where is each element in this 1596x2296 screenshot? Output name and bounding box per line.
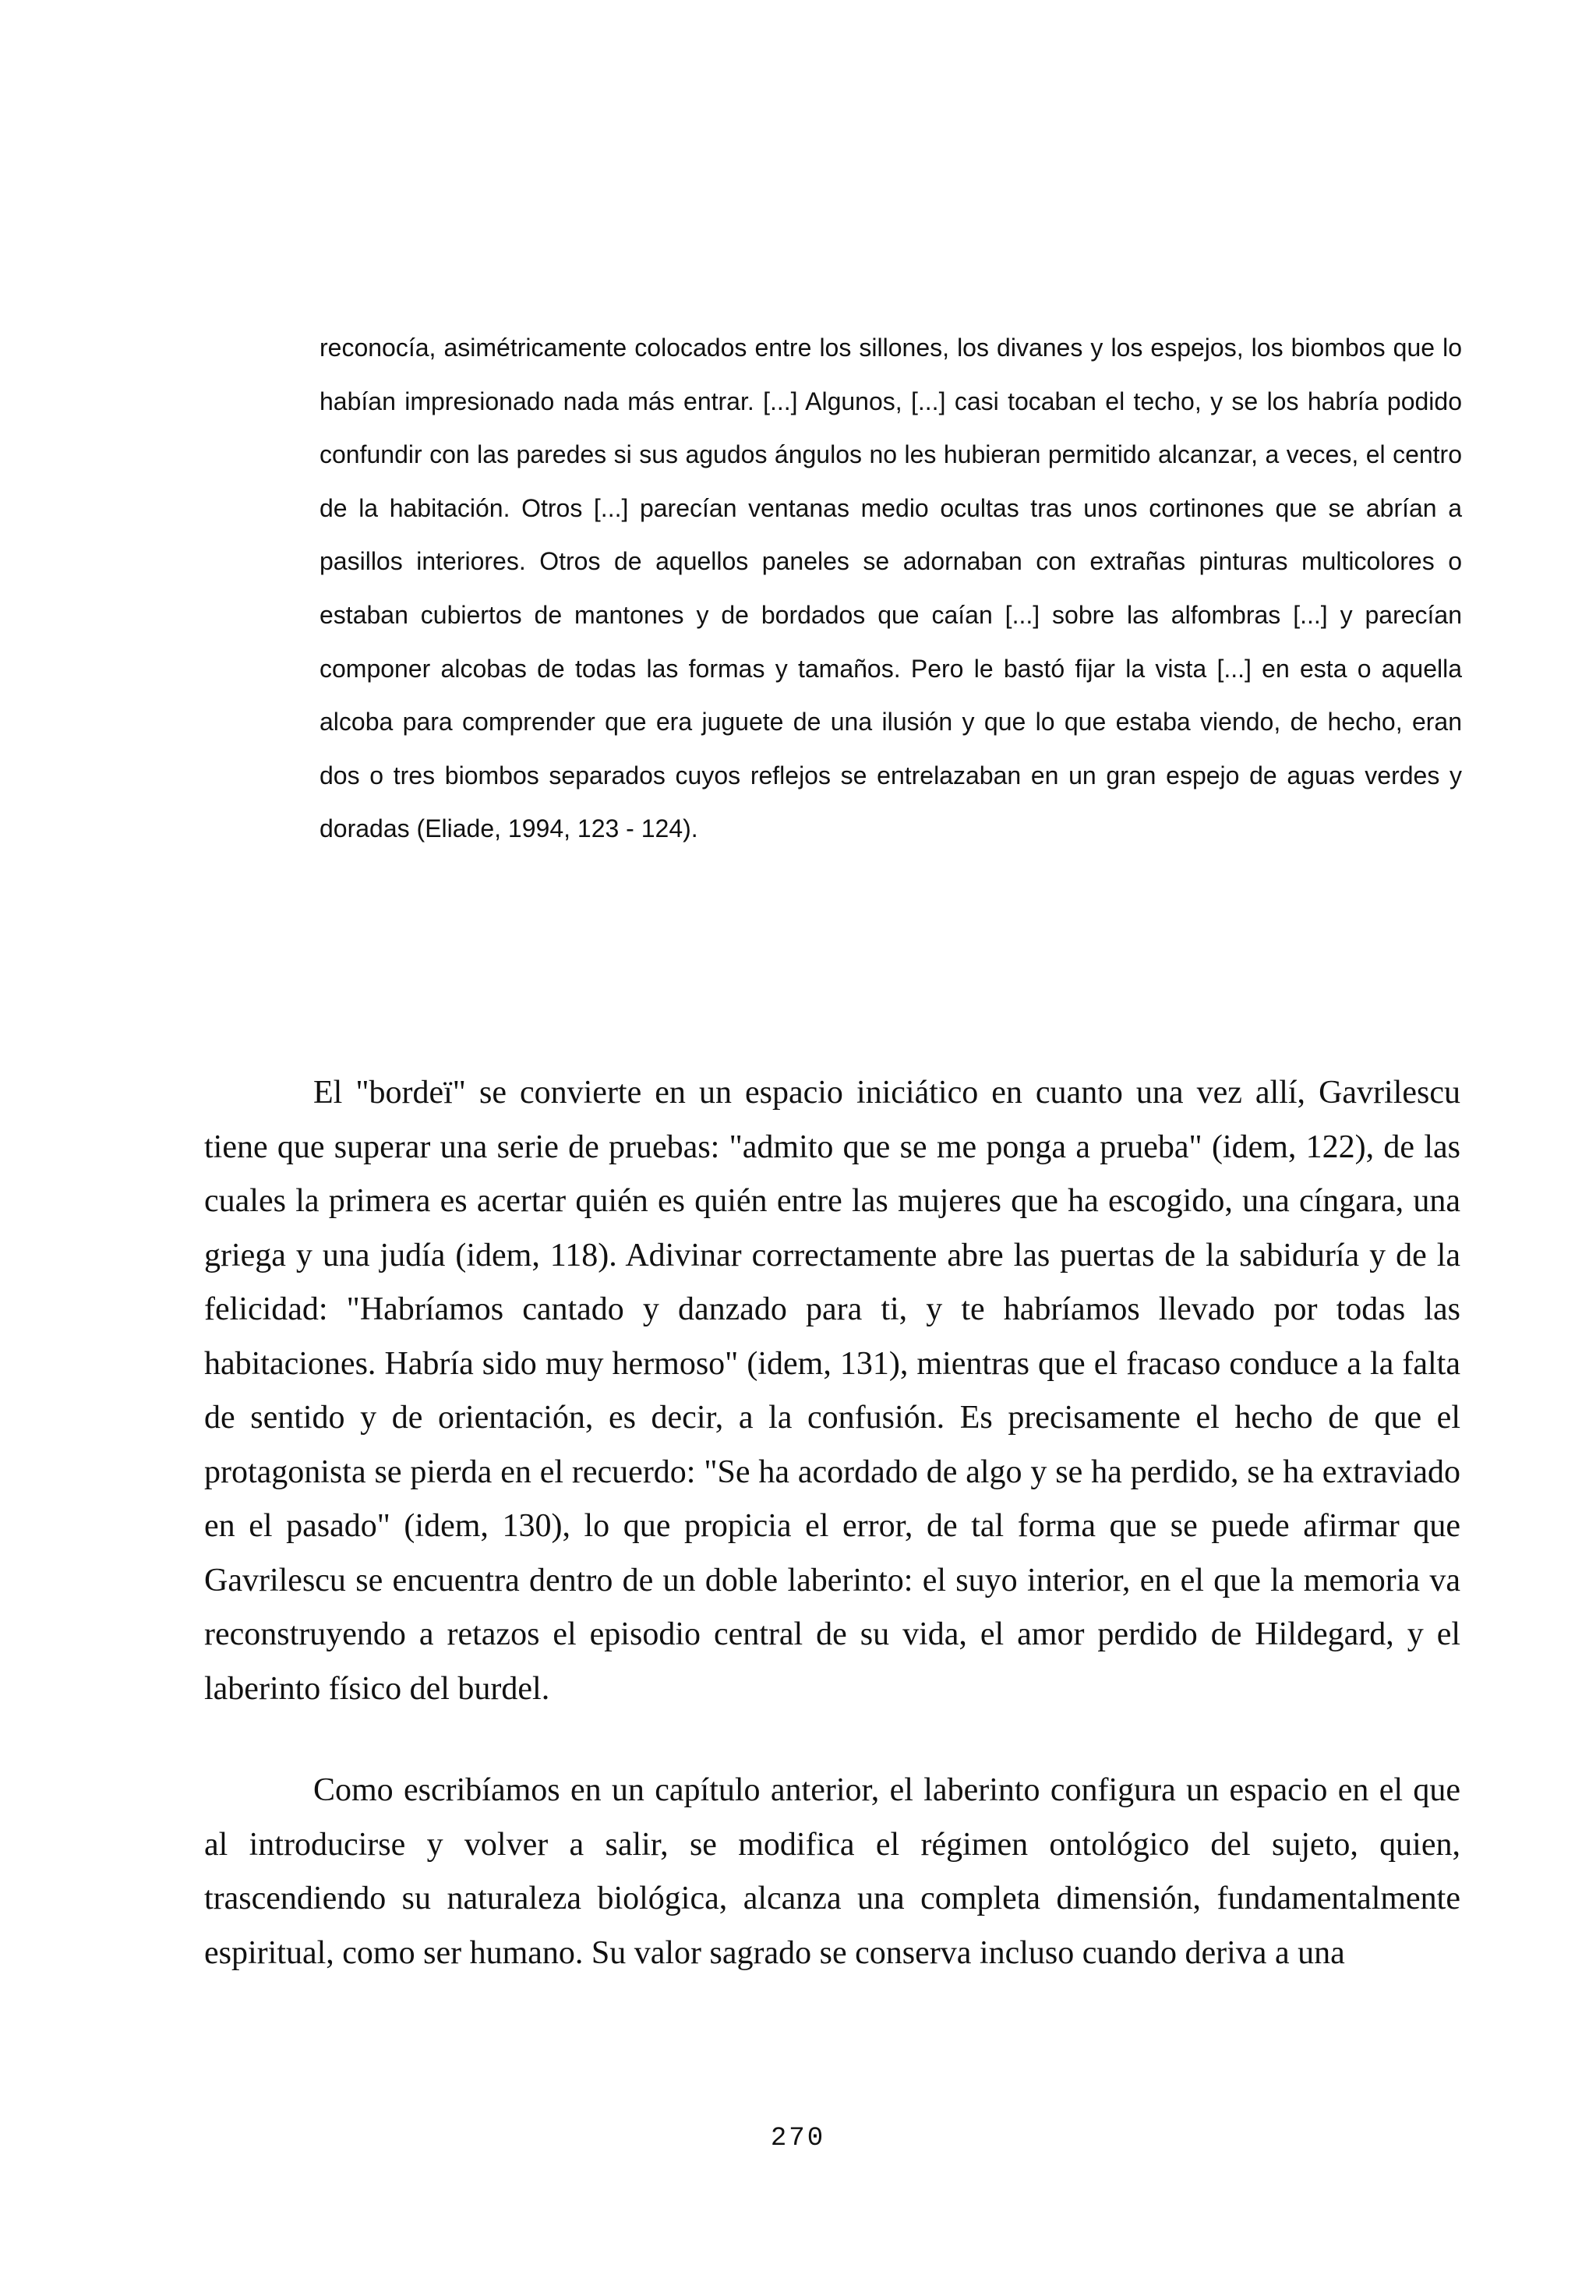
body-paragraph: Como escribíamos en un capítulo anterior, el laberinto configura un espacio en el que al introducirse y volver a salir, se modifica el régimen ontológico del sujeto, quien, trascendiendo su naturaleza biológica, alcanza una completa dimensión, fundamentalmente espiritual, como ser humano. Su valor sagrado se conserva incluso cuando deriva a una [204,1772,1460,1971]
body-paragraph: El "bordeï" se convierte en un espacio iniciático en cuanto una vez allí, Gavrilescu tiene que superar una serie de pruebas: "admito que se me ponga a prueba" (idem, 122), de las cuales la primera es acertar quién es quién entre las mujeres que ha escogido, una cíngara, una griega y una judía (idem, 118). Adivinar correctamente abre las puertas de la sabiduría y de la felicidad: "Habríamos cantado y danzado para ti, y te habríamos llevado por todas las habitaciones. Habría sido muy hermoso" (idem, 131), mientras que el fracaso conduce a la falta de sentido y de orientación, es decir, a la confusión. Es precisamente el hecho de que el protagonista se pierda en el recuerdo: "Se ha acordado de algo y se ha perdido, se ha extraviado en el pasado" (idem, 130), lo que propicia el error, de tal forma que se puede afirmar que Gavrilescu se encuentra dentro de un doble laberinto: el suyo interior, en el que la memoria va reconstruyendo a retazos el episodio central de su vida, el amor perdido de Hildegard, y el laberinto físico del burdel. [204,1075,1460,1707]
page-number: 270 [770,2124,826,2153]
block-quote: reconocía, asimétricamente colocados entre los sillones, los divanes y los espejos, los biombos que lo habían impresionado nada más entrar. [...] Algunos, [...] casi tocaban el techo, y se los habría podido confundir con las paredes si sus agudos ángulos no les hubieran permitido alcanzar, a veces, el centro de la habitación. Otros [...] parecían ventanas medio ocultas tras unos cortinones que se abrían a pasillos interiores. Otros de aquellos paneles se adornaban con extrañas pinturas multicolores o estaban cubiertos de mantones y de bordados que caían [...] sobre las alfombras [...] y parecían componer alcobas de todas las formas y tamaños. Pero le bastó fijar la vista [...] en esta o aquella alcoba para comprender que era juguete de una ilusión y que lo que estaba viendo, de hecho, eran dos o tres biombos separados cuyos reflejos se entrelazaban en un gran espejo de aguas verdes y doradas (Eliade, 1994, 123 - 124). [320,334,1462,843]
